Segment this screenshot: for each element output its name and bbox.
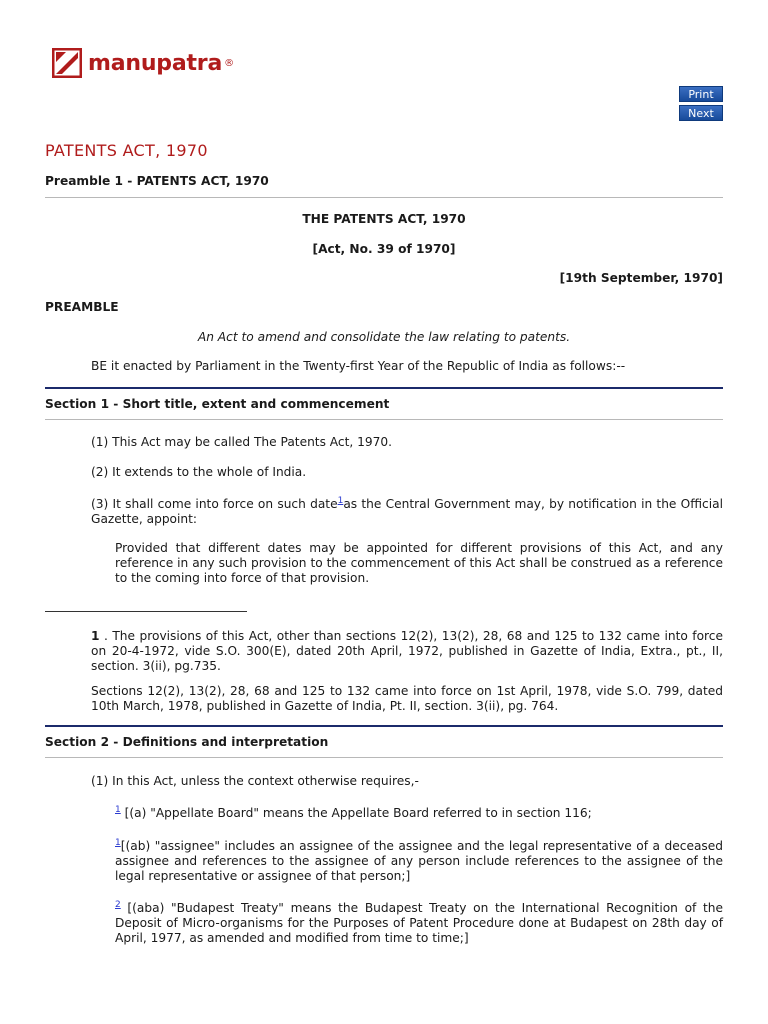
s1-clause-3-text-a: (3) It shall come into force on such date (91, 497, 338, 511)
s1-clause-2: (2) It extends to the whole of India. (91, 465, 307, 479)
footnote-1-number: 1 (91, 629, 100, 643)
s2-def-ab-text: [(ab) "assignee" includes an assignee of the assignee and the legal representative of a deceased assignee and references to the assignee of any person include references to the assignee of the legal representative or assignee of that person;] (115, 839, 723, 883)
next-button[interactable]: Next (679, 105, 723, 121)
section-1-heading: Section 1 - Short title, extent and commencement (45, 397, 390, 411)
s2-def-aba (115, 901, 723, 946)
s1-clause-1: (1) This Act may be called The Patents Act, 1970. (91, 435, 393, 449)
s2-def-aba-text: [(aba) "Budapest Treaty" means the Budapest Treaty on the International Recognition of the Deposit of Micro-organisms for the Purposes of Patent Procedure done at Budapest on 28th day of April, 1977, as amended and modified from time to time;] (115, 901, 723, 945)
s1-clause-3-text-b: as the Central Government may, by notification in the Official Gazette, appoint: (91, 497, 723, 526)
page-title: PATENTS ACT, 1970 (45, 141, 208, 160)
footnote-link-1[interactable]: 1 (115, 804, 121, 815)
registered-mark: ® (224, 57, 235, 69)
divider (45, 757, 723, 758)
s1-clause-3 (91, 497, 723, 527)
section-divider (45, 725, 723, 727)
s2-def-ab (115, 839, 723, 884)
footnote-link-1[interactable]: 1 (115, 837, 121, 848)
act-number: [Act, No. 39 of 1970] (312, 242, 456, 256)
footnote-1 (91, 629, 723, 674)
preamble-label: PREAMBLE (45, 300, 119, 314)
footnote-link-1[interactable]: 1 (337, 495, 344, 506)
divider (45, 197, 723, 198)
divider (45, 419, 723, 420)
enacting-clause: BE it enacted by Parliament in the Twenty-first Year of the Republic of India as follows:-- (91, 359, 626, 373)
preamble-heading: Preamble 1 - PATENTS ACT, 1970 (45, 174, 269, 188)
footnote-1-continued: Sections 12(2), 13(2), 28, 68 and 125 to 132 came into force on 1st April, 1978, vide S.O. 799, dated 10th March, 1978, published in Gazette of India, Pt. II, section. 3(ii), pg. 764. (91, 684, 723, 713)
act-title: THE PATENTS ACT, 1970 (302, 212, 466, 226)
s1-proviso: Provided that different dates may be appointed for different provisions of this Act, and any reference in any such provision to the commencement of this Act shall be construed as a reference to the coming into force of that provision. (115, 541, 723, 585)
s2-def-a-text: [(a) "Appellate Board" means the Appellate Board referred to in section 116; (120, 806, 592, 820)
s2-clause-1: (1) In this Act, unless the context otherwise requires,- (91, 774, 419, 788)
print-button[interactable]: Print (679, 86, 723, 102)
logo-mark-icon (52, 48, 82, 78)
act-date: [19th September, 1970] (559, 271, 723, 285)
footnote-1-text: . The provisions of this Act, other than sections 12(2), 13(2), 28, 68 and 125 to 132 came into force on 20-4-1972, vide S.O. 300(E), dated 20th April, 1972, published in Gazette of India, Extra., pt., II, section. 3(ii), pg.735. (91, 629, 723, 673)
manupatra-logo[interactable] (52, 46, 234, 80)
s2-def-a (115, 806, 723, 821)
footnote-link-2[interactable]: 2 (115, 899, 121, 910)
preamble-text: An Act to amend and consolidate the law relating to patents. (197, 330, 571, 344)
section-divider (45, 387, 723, 389)
footnote-rule (45, 611, 247, 612)
section-2-heading: Section 2 - Definitions and interpretation (45, 735, 329, 749)
brand-name: manupatra (88, 50, 223, 76)
